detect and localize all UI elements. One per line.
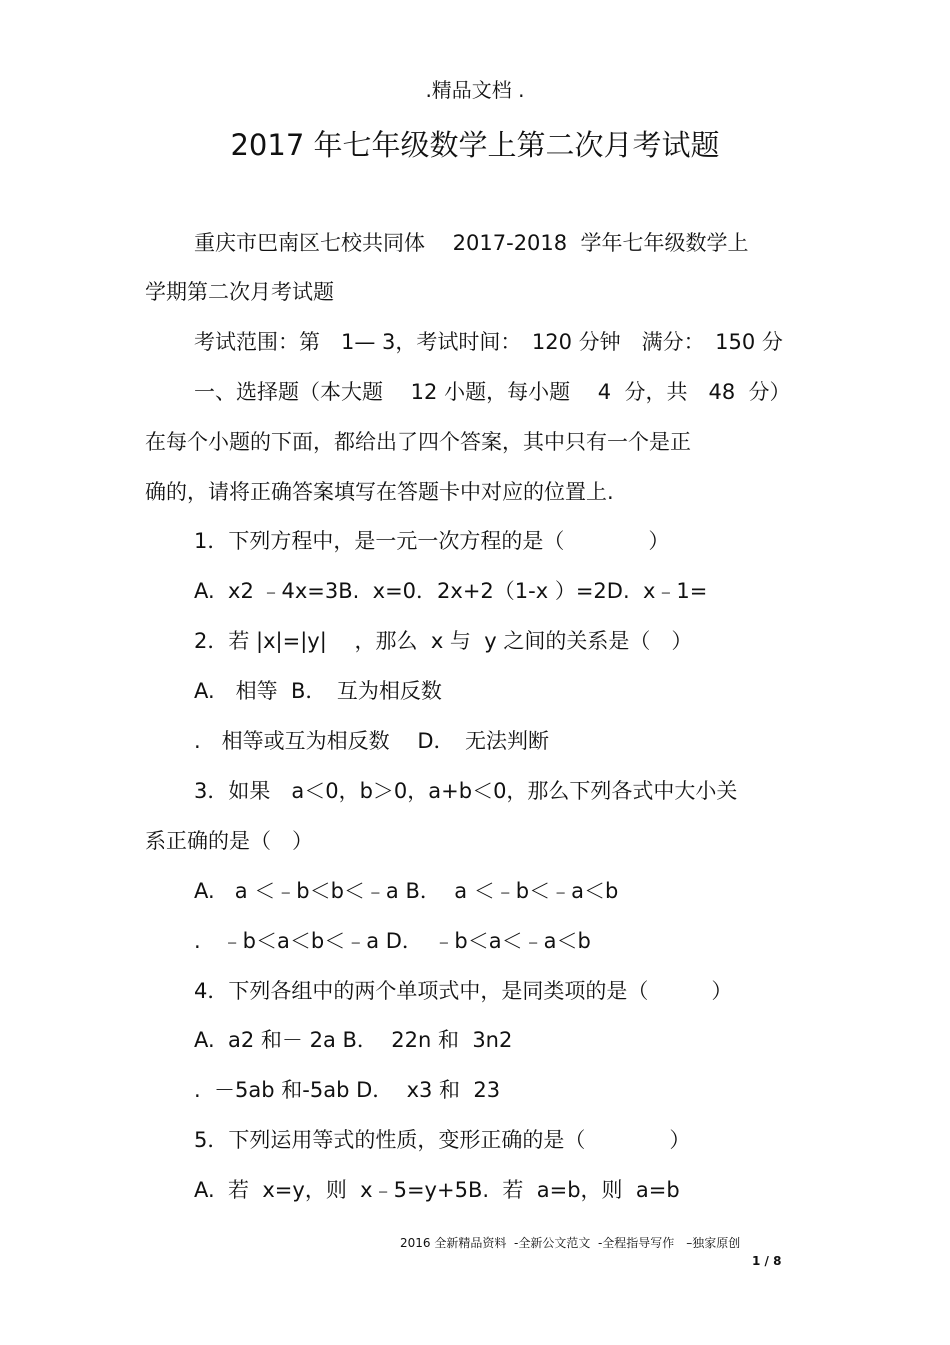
page-header: .精品文档 . — [425, 78, 525, 102]
question-2: 2．若 |x|=|y| ，那么 x 与 y 之间的关系是（ ） — [194, 629, 693, 653]
question-4: 4．下列各组中的两个单项式中，是同类项的是（ ） — [194, 979, 733, 1003]
question-3-options-c-d: . ﹣b＜a＜b＜﹣a D． ﹣b＜a＜﹣a＜b — [194, 929, 591, 953]
section-heading: 一、选择题（本大题 12 小题，每小题 4 分，共 48 分） — [194, 380, 791, 404]
question-3: 3．如果 a＜0，b＞0，a+b＜0，那么下列各式中大小关 — [194, 779, 738, 803]
page-number: 1 / 8 — [752, 1254, 782, 1268]
question-3-continued: 系正确的是（ ） — [145, 829, 313, 853]
intro-line-2: 学期第二次月考试题 — [145, 280, 334, 304]
document-title: 2017 年七年级数学上第二次月考试题 — [230, 128, 720, 162]
instructions-line-1: 在每个小题的下面，都给出了四个答案，其中只有一个是正 — [145, 430, 691, 454]
footer-note: 2016 全新精品资料 -全新公文范文 -全程指导写作 –独家原创 — [400, 1236, 741, 1250]
question-5-options-a-b: A. 若 x=y，则 x﹣5=y+5B. 若 a=b，则 a=b — [194, 1178, 680, 1202]
instructions-line-2: 确的，请将正确答案填写在答题卡中对应的位置上. — [145, 480, 614, 504]
question-1: 1．下列方程中，是一元一次方程的是（ ） — [194, 529, 670, 553]
intro-line-1: 重庆市巴南区七校共同体 2017-2018 学年七年级数学上 — [194, 231, 749, 255]
question-3-options-a-b: A. a ＜﹣b＜b＜﹣a B． a ＜﹣b＜﹣a＜b — [194, 879, 619, 903]
question-4-options-a-b: A. a2 和－ 2a B． 22n 和 3n2 — [194, 1028, 513, 1052]
exam-info: 考试范围：第 1— 3，考试时间： 120 分钟 满分： 150 分 — [194, 330, 783, 354]
question-5: 5．下列运用等式的性质，变形正确的是（ ） — [194, 1128, 691, 1152]
question-1-options: A. x2 ﹣4x=3B. x=0．2x+2（1-x ）=2D. x﹣1= — [194, 579, 708, 603]
question-2-options-a-b: A. 相等 B． 互为相反数 — [194, 679, 442, 703]
question-2-options-c-d: . 相等或互为相反数 D． 无法判断 — [194, 729, 550, 753]
question-4-options-c-d: . －5ab 和-5ab D． x3 和 23 — [194, 1078, 501, 1102]
